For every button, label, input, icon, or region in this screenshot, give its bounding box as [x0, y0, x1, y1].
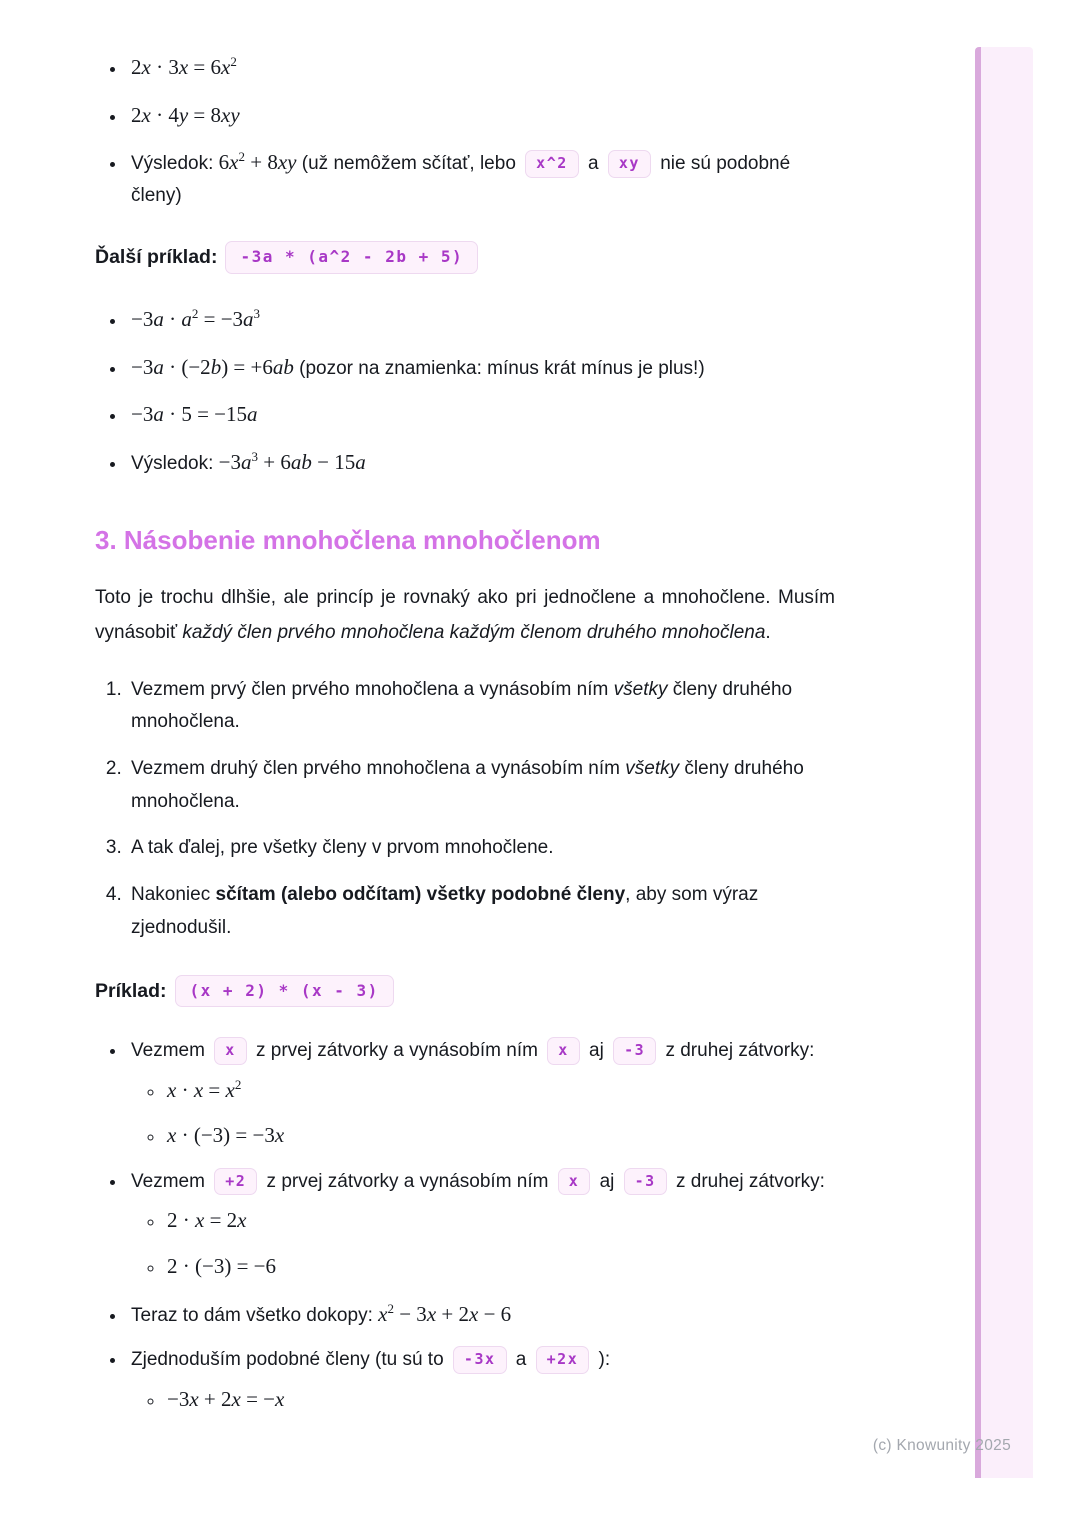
- text-segment: z druhej zátvorky:: [660, 1040, 815, 1062]
- text-segment: (už nemôžem sčítať, lebo: [296, 153, 522, 175]
- priklad-code: (x + 2) * (x - 3): [175, 975, 394, 1008]
- dalsi-priklad-label: Ďalší príklad:: [95, 246, 218, 269]
- list-item: [127, 1035, 835, 1153]
- list-item: [127, 350, 835, 385]
- inline-code: -3: [613, 1037, 656, 1065]
- inline-code: x: [214, 1037, 247, 1065]
- bold-text: sčítam (alebo odčítam) všetky podobné členy: [215, 884, 626, 906]
- text-segment: a: [510, 1349, 532, 1371]
- list-item: [127, 753, 835, 818]
- inline-code: xy: [608, 150, 651, 178]
- text-segment: .: [765, 621, 771, 643]
- sub-list-item: [165, 1382, 835, 1417]
- text-segment: Výsledok:: [131, 153, 219, 175]
- emphasis-text: všetky: [613, 678, 668, 700]
- list-item: [127, 397, 835, 432]
- math-expression: −3a · (−2b) = +6ab: [131, 354, 294, 379]
- text-segment: z druhej zátvorky:: [670, 1170, 825, 1192]
- math-expression: 2 · (−3) = −6: [167, 1253, 277, 1278]
- math-expression: $2x \cdot 3x = 6x^2$: [131, 54, 237, 79]
- math-expression: $-3a \cdot a^2 = -3a^3$: [131, 306, 261, 332]
- math-expression: −3a · 5 = −15a: [131, 402, 258, 427]
- inline-code: +2: [214, 1168, 257, 1196]
- text-segment: členy druhého mnohočlena.: [131, 758, 804, 812]
- document-content: [95, 0, 835, 1429]
- list-item: [127, 50, 835, 85]
- text-segment: z prvej zátvorky a vynásobím ním: [250, 1040, 544, 1062]
- sub-list-item: [165, 1118, 835, 1153]
- intro-bullet-list: [95, 50, 835, 211]
- list-item: [127, 98, 835, 133]
- list-item: [127, 1166, 835, 1284]
- math-expression: $x^2 - 3x + 2x - 6$: [378, 1300, 512, 1326]
- list-item: [127, 832, 835, 865]
- text-segment: z prvej zátvorky a vynásobím ním: [261, 1170, 554, 1192]
- emphasis-text: všetky: [625, 758, 680, 780]
- text-segment: Zjednoduším podobné členy (tu sú to: [131, 1349, 449, 1371]
- emphasis-text: každý člen prvého mnohočlena každým členom druhého mnohočlena: [182, 621, 766, 643]
- text-segment: členy druhého mnohočlena.: [131, 678, 793, 733]
- list-item: [127, 674, 835, 739]
- math-expression: 2 · x = 2x: [167, 1208, 247, 1233]
- dalsi-priklad-line: [95, 241, 835, 274]
- sub-list: [131, 1382, 835, 1417]
- list-item: [127, 445, 835, 480]
- text-segment: aj: [594, 1170, 620, 1192]
- math-expression: $x \cdot x = x^2$: [167, 1076, 242, 1102]
- text-segment: Nakoniec: [131, 884, 216, 906]
- inline-code: -3x: [453, 1346, 507, 1374]
- list-item: [127, 1297, 835, 1332]
- text-segment: Teraz to dám všetko dokopy:: [131, 1304, 379, 1326]
- page-edge-decoration: [975, 47, 1033, 1478]
- math-expression: $-3a^3 + 6ab - 15a$: [218, 448, 366, 474]
- sub-list-item: [165, 1203, 835, 1238]
- inline-code: x: [558, 1168, 591, 1196]
- text-segment: A tak ďalej, pre všetky členy v prvom mnohočlene.: [131, 837, 554, 859]
- copyright-text: (c) Knowunity 2025: [872, 1437, 1011, 1454]
- intro-paragraph: [95, 581, 835, 649]
- list-item: [127, 145, 835, 211]
- inline-code: +2x: [536, 1346, 590, 1374]
- sub-list: [131, 1203, 835, 1283]
- text-segment: Výsledok:: [131, 452, 219, 474]
- text-segment: (pozor na znamienka: mínus krát mínus je plus!): [293, 357, 705, 379]
- text-segment: Vezmem druhý člen prvého mnohočlena a vynásobím ním: [131, 758, 626, 780]
- math-expression: 2x · 4y = 8xy: [131, 102, 240, 127]
- inline-code: x: [547, 1037, 580, 1065]
- math-expression: −3x + 2x = −x: [167, 1386, 285, 1411]
- text-segment: Vezmem prvý člen prvého mnohočlena a vynásobím ním: [131, 678, 614, 700]
- text-segment: Vezmem: [131, 1170, 211, 1192]
- text-segment: ):: [593, 1349, 611, 1371]
- text-segment: nie sú podobné členy): [131, 153, 791, 206]
- dalsi-priklad-code: -3a * (a^2 - 2b + 5): [225, 241, 478, 274]
- dalsi-priklad-bullet-list: [95, 302, 835, 480]
- procedure-numbered-list: [95, 674, 835, 945]
- text-segment: Vezmem: [131, 1040, 211, 1062]
- priklad-label: Príklad:: [95, 979, 167, 1002]
- inline-code: x^2: [525, 150, 579, 178]
- example-bullet-list: [95, 1035, 835, 1416]
- text-segment: Toto je trochu dlhšie, ale princíp je rovnaký ako pri jednočlene a mnohočlene. Musím vynásobiť: [95, 587, 835, 643]
- list-item: [127, 302, 835, 337]
- section-heading: 3. Násobenie mnohočlena mnohočlenom: [95, 524, 601, 555]
- list-item: [127, 879, 835, 944]
- text-segment: aj: [583, 1040, 610, 1062]
- priklad-line: [95, 975, 835, 1008]
- sub-list-item: [165, 1249, 835, 1284]
- text-segment: a: [582, 153, 604, 175]
- sub-list-item: [165, 1073, 835, 1108]
- math-expression: $6x^2 + 8xy$: [218, 149, 297, 175]
- math-expression: x · (−3) = −3x: [167, 1123, 285, 1148]
- inline-code: -3: [624, 1168, 667, 1196]
- list-item: [127, 1344, 835, 1416]
- text-segment: , aby som výraz zjednodušil.: [131, 884, 759, 938]
- sub-list: [131, 1073, 835, 1153]
